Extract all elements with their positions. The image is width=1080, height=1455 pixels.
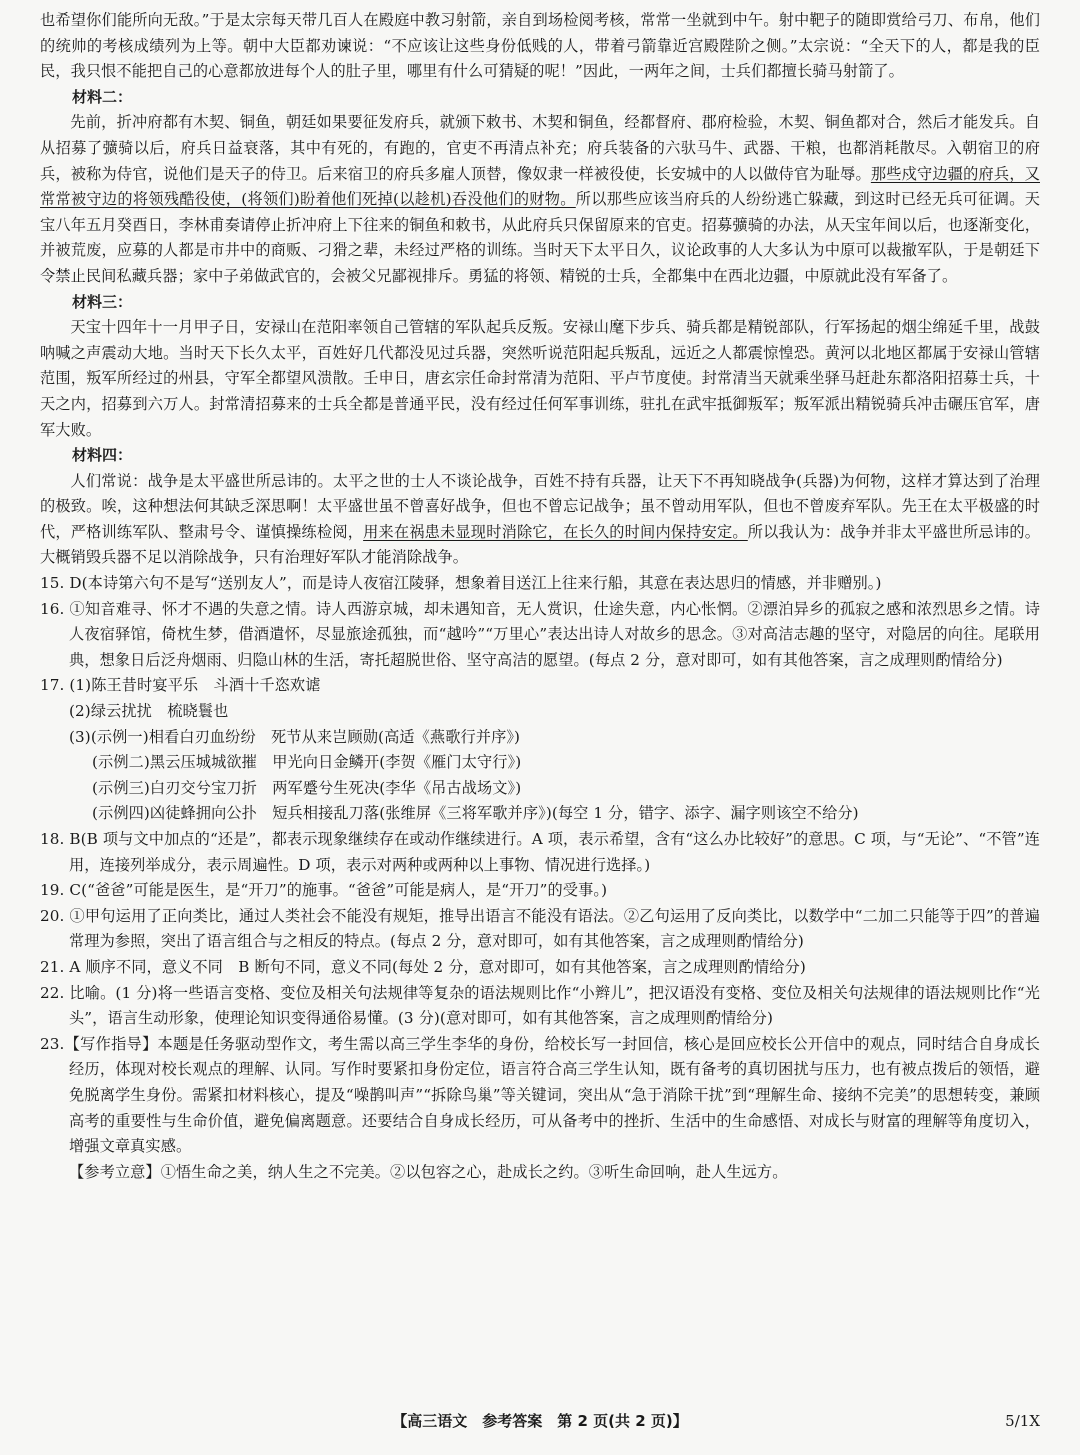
material1-continuation: 也希望你们能所向无敌。”于是太宗每天带几百人在殿庭中教习射箭，亲自到场检阅考核，常常一坐就到中午。射中靶子的随即赏给弓刀、布帛，他们的统帅的考核成绩列为上等。朝中大臣都劝谏说：“不应该让这些身份低贱的人，带着弓箭靠近宫殿陛阶之侧。”太宗说：“全天下的人，都是我的臣民，我只恨不能把自己的心意都放进每个人的肚子里，哪里有什么可猜疑的呢！”因此，一两年之间，士兵们都擅长骑马射箭了。	[40, 11, 1040, 81]
answer-23-writing-guide: 23.【写作指导】本题是任务驱动型作文，考生需以高三学生李华的身份，给校长写一封回信，核心是回应校长公开信中的观点，同时结合自身成长经历，体现对校长观点的理解、认同。写作时要紧扣身份定位，语言符合高三学生认知，既有备考的真切困扰与压力，也有被点拨后的领悟，避免脱离学生身份。需紧扣材料核心，提及“噪鹊叫声”“拆除鸟巢”等关键词，突出从“急于消除干扰”到“理解生命、接纳不完美”的思想转变，兼顾高考的重要性与生命价值，避免偏离题意。还要结合自身成长经历，可从备考中的挫折、生活中的生命感悟、对成长与财富的理解等角度切入，增强文章真实感。	[40, 1034, 1040, 1156]
answer-17-3-example-3: (示例三)白刃交兮宝刀折 两军蹙兮生死决(李华《吊古战场文》)	[92, 778, 522, 797]
answer-23-reference-themes: 【参考立意】①悟生命之美，纳人生之不完美。②以包容之心，赴成长之约。③听生命回响，赴人生远方。	[69, 1162, 788, 1181]
material3-heading: 材料三：	[72, 292, 133, 311]
material4-text-after: 所以我认为：战争并非太平盛世所忌讳的。大概销毁兵器不足以消除战争，只有治理好军队才能消除战争。	[40, 522, 1040, 567]
material2-underlined-sentence: 那些戍守边疆的府兵，又常常被守边的将领残酷役使，(将领们)盼着他们死掉(以趁机)吞没他们的财物。	[40, 164, 1040, 209]
answer-20: 20. ①甲句运用了正向类比，通过人类社会不能没有规矩，推导出语言不能没有语法。②乙句运用了反向类比，以数学中“二加二只能等于四”的普遍常理为参照，突出了语言组合与之相反的特点。(每点 2 分，意对即可，如有其他答案，言之成理则酌情给分)	[40, 906, 1040, 951]
answer-18: 18. B(B 项与文中加点的“还是”，都表示现象继续存在或动作继续进行。A 项，表示希望，含有“这么办比较好”的意思。C 项，与“无论”、“不管”连用，连接列举成分，表示周遍性。D 项，表示对两种或两种以上事物、情况进行选择。)	[40, 830, 1040, 874]
answer-16: 16. ①知音难寻、怀才不遇的失意之情。诗人西游京城，却未遇知音，无人赏识，仕途失意，内心怅惘。②漂泊异乡的孤寂之感和浓烈思乡之情。诗人夜宿驿馆，倚枕生梦，借酒遣怀，尽显旅途孤独，而“越吟”“万里心”表达出诗人对故乡的思念。③对高洁志趣的坚守，对隐居的向往。尾联用典，想象日后泛舟烟雨、归隐山林的生活，寄托超脱世俗、坚守高洁的愿望。(每点 2 分，意对即可，如有其他答案，言之成理则酌情给分)	[40, 599, 1040, 669]
material2-text-before: 先前，折冲府都有木契、铜鱼，朝廷如果要征发府兵，就颁下敕书、木契和铜鱼，经都督府、郡府检验，木契、铜鱼都对合，然后才能发兵。自从招募了彍骑以后，府兵日益衰落，其中有死的，有跑的，官吏不再清点补充；府兵装备的六驮马牛、武器、干粮，也都消耗散尽。入朝宿卫的府兵，被称为侍官，说他们是天子的侍卫。后来宿卫的府兵多雇人顶替，像奴隶一样被役使，长安城中的人以做侍官为耻辱。	[40, 113, 1040, 183]
answer-17-2: (2)绿云扰扰 梳晓鬟也	[69, 702, 229, 721]
answer-17-1: 17. (1)陈王昔时宴平乐 斗酒十千恣欢谑	[40, 676, 321, 695]
answer-21: 21. A 顺序不同，意义不同 B 断句不同，意义不同(每处 2 分，意对即可，如有其他答案，言之成理则酌情给分)	[40, 957, 806, 976]
answer-19: 19. C(“爸爸”可能是医生，是“开刀”的施事。“爸爸”可能是病人，是“开刀”的受事。)	[40, 881, 608, 900]
answer-17-3-example-2: (示例二)黑云压城城欲摧 甲光向日金鳞开(李贺《雁门太守行》)	[92, 753, 522, 772]
material2-text-after: 所以那些应该当府兵的人纷纷逃亡躲藏，到这时已经无兵可征调。天宝八年五月癸酉日，李林甫奏请停止折冲府上下往来的铜鱼和敕书，从此府兵只保留原来的官吏。招募彍骑的办法，从天宝年间以后，也逐渐变化，并被荒废，应募的人都是市井中的商贩、刁猾之辈，未经过严格的训练。当时天下太平日久，议论政事的人大多认为中原可以裁撤军队，于是朝廷下令禁止民间私藏兵器；家中子弟做武官的，会被父兄鄙视排斥。勇猛的将领、精锐的士兵，全都集中在西北边疆，中原就此没有军备了。	[40, 190, 1041, 285]
answer-17-3-example-4: (示例四)凶徒蜂拥向公扑 短兵相接乱刀落(张维屏《三将军歌并序》)(每空 1 分，错字、添字、漏字则该空不给分)	[92, 804, 859, 823]
answer-17-3-example-1: (3)(示例一)相看白刃血纷纷 死节从来岂顾勋(高适《燕歌行并序》)	[69, 727, 521, 746]
material3-paragraph: 天宝十四年十一月甲子日，安禄山在范阳率领自己管辖的军队起兵反叛。安禄山麾下步兵、骑兵都是精锐部队，行军扬起的烟尘绵延千里，战鼓呐喊之声震动大地。当时天下长久太平，百姓好几代都没见过兵器，突然听说范阳起兵叛乱，远近之人都震惊惶恐。黄河以北地区都属于安禄山管辖范围，叛军所经过的州县，守军全都望风溃散。壬申日，唐玄宗任命封常清为范阳、平卢节度使。封常清当天就乘坐驿马赶赴东都洛阳招募士兵，十天之内，招募到六万人。封常清招募来的士兵全都是普通平民，没有经过任何军事训练，驻扎在武牢抵御叛军；叛军派出精锐骑兵冲击碾压官军，唐军大败。	[40, 318, 1040, 439]
material2-heading: 材料二：	[72, 87, 133, 106]
answer-22: 22. 比喻。(1 分)将一些语言变格、变位及相关句法规律等复杂的语法规则比作“小辫儿”，把汉语没有变格、变位及相关句法规律的语法规则比作“光头”，语言生动形象，使理论知识变得通俗易懂。(3 分)(意对即可，如有其他答案，言之成理则酌情给分)	[40, 983, 1040, 1028]
material2-paragraph	[40, 110, 1040, 289]
footer-code: 5/1X	[1005, 1412, 1040, 1430]
material4-heading: 材料四：	[72, 446, 133, 465]
material4-underlined-sentence: 用来在祸患未显现时消除它，在长久的时间内保持安定。	[363, 522, 748, 541]
footer-page-label: 【高三语文 参考答案 第 2 页(共 2 页)】	[392, 1412, 688, 1430]
material4-paragraph	[40, 469, 1040, 571]
material4-text-before: 人们常说：战争是太平盛世所忌讳的。太平之世的士人不谈论战争，百姓不持有兵器，让天下不再知晓战争(兵器)为何物，这样才算达到了治理的极致。唉，这种想法何其缺乏深思啊！太平盛世虽不曾喜好战争，但也不曾忘记战争；虽不曾动用军队，但也不曾废弃军队。先王在太平极盛的时代，严格训练军队、整肃号令、谨慎操练检阅，	[40, 471, 1040, 541]
answer-15: 15. D(本诗第六句不是写“送别友人”，而是诗人夜宿江陵驿，想象着目送江上往来行船，其意在表达思归的情感，并非赠别。)	[40, 574, 882, 593]
